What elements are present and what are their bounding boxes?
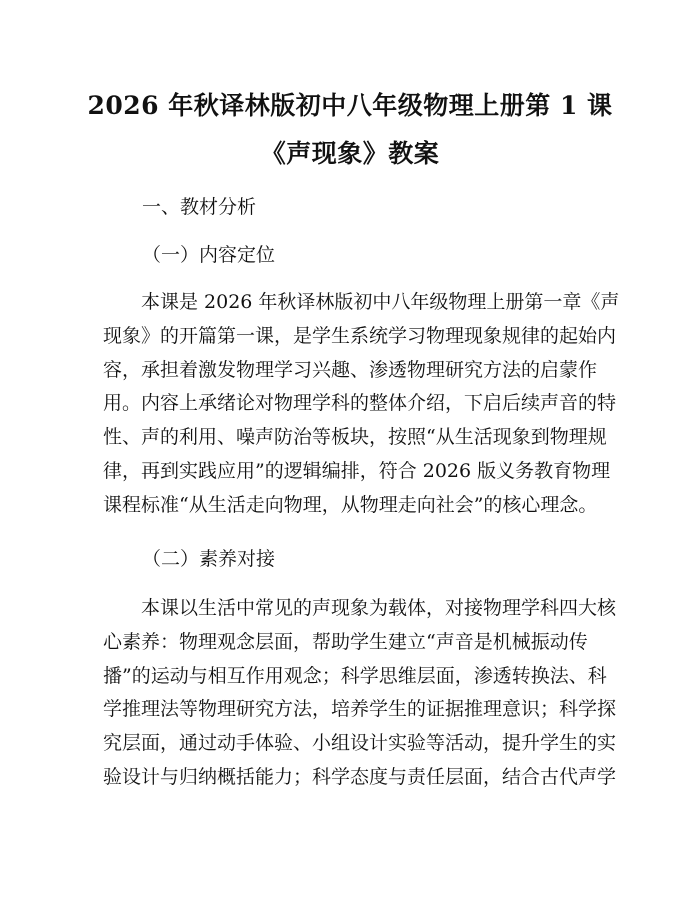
- paragraph-content-positioning: [103, 286, 620, 523]
- document-title-line-2: 《声现象》教案: [260, 139, 440, 168]
- paragraph-literacy-alignment: [103, 592, 617, 795]
- paragraph-line: 用。内容上承绪论对物理学科的整体介绍，下启后续声音的特: [103, 392, 617, 415]
- paragraph-line: 学推理法等物理研究方法，培养学生的证据推理意识；科学探: [103, 698, 617, 721]
- paragraph-line: 本课是 2026 年秋译林版初中八年级物理上册第一章《声: [141, 291, 620, 313]
- paragraph-line: 课程标准“从生活走向物理，从物理走向社会”的核心理念。: [103, 493, 598, 516]
- paragraph-line: 现象》的开篇第一课，是学生系统学习物理现象规律的起始内: [103, 324, 617, 347]
- paragraph-line: 性、声的利用、噪声防治等板块，按照“从生活现象到物理规: [103, 426, 607, 449]
- subsection-heading-content-positioning: （一）内容定位: [142, 244, 276, 266]
- paragraph-line: 播”的运动与相互作用观念；科学思维层面，渗透转换法、科: [103, 664, 607, 687]
- paragraph-line: 律，再到实践应用”的逻辑编排，符合 2026 版义务教育物理: [103, 459, 611, 482]
- subsection-heading-literacy-alignment: （二）素养对接: [142, 548, 276, 570]
- paragraph-line: 究层面，通过动手体验、小组设计实验等活动，提升学生的实: [103, 732, 617, 755]
- paragraph-line: 心素养：物理观念层面，帮助学生建立“声音是机械振动传: [103, 630, 588, 653]
- section-heading-teaching-material-analysis: 一、教材分析: [142, 196, 257, 218]
- document-title-line-1: 2026 年秋译林版初中八年级物理上册第 1 课: [87, 91, 613, 120]
- paragraph-line: 容，承担着激发物理学习兴趣、渗透物理研究方法的启蒙作: [103, 358, 598, 381]
- paragraph-line: 本课以生活中常见的声现象为载体，对接物理学科四大核: [141, 597, 617, 619]
- paragraph-line: 验设计与归纳概括能力；科学态度与责任层面，结合古代声学: [103, 765, 617, 788]
